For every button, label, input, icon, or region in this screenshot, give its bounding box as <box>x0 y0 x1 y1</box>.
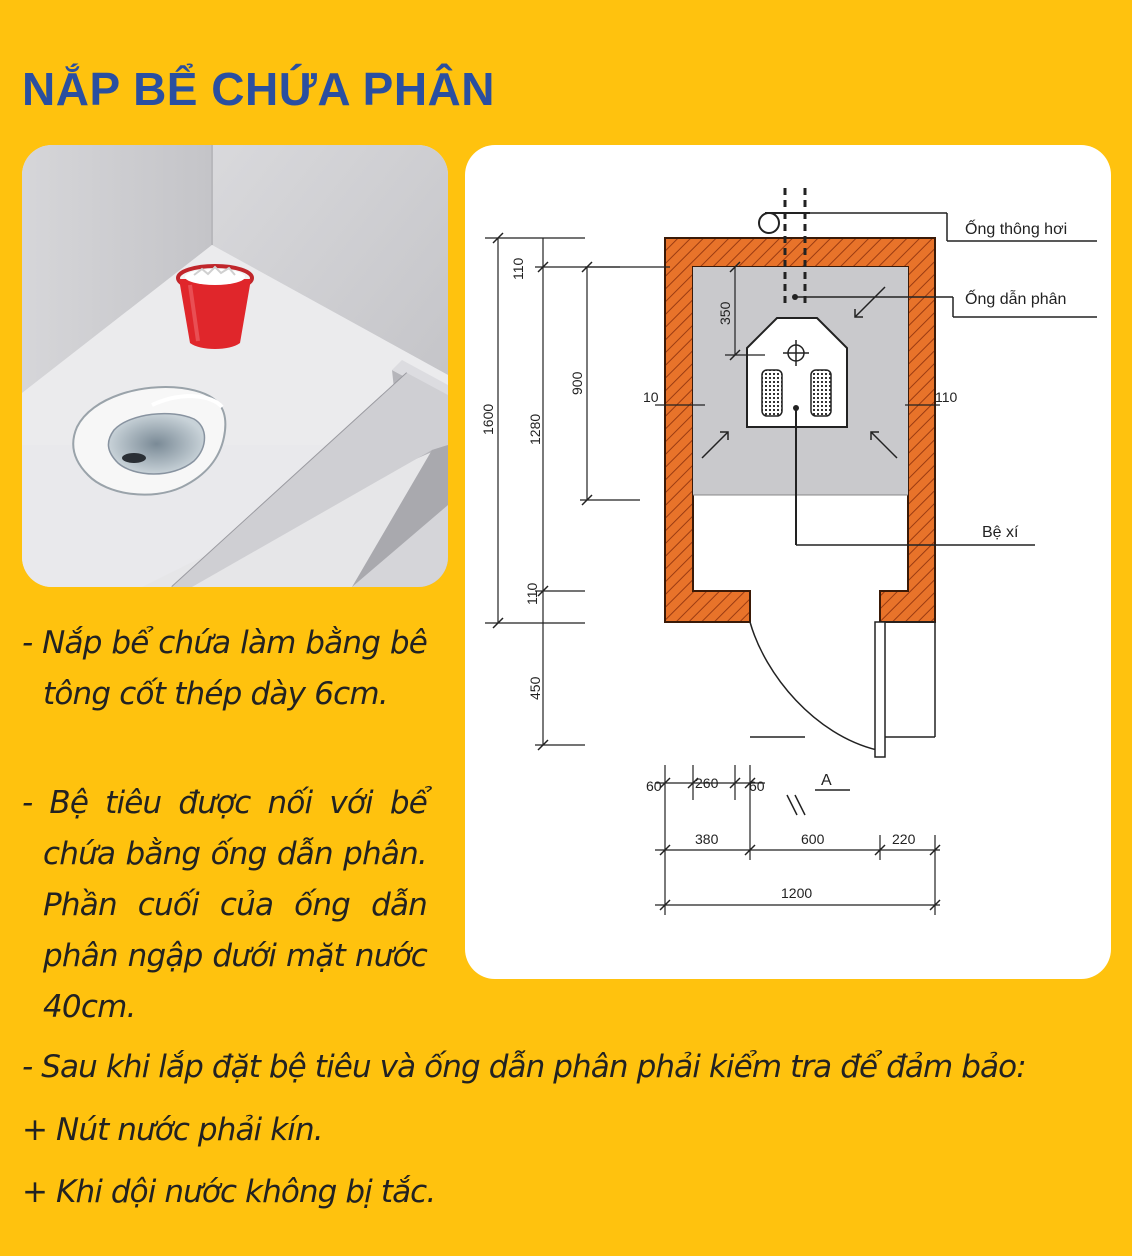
dim-900: 900 <box>569 371 585 395</box>
dim-220: 220 <box>892 831 916 847</box>
door-label: A <box>821 772 832 789</box>
squat-pan-label: Bệ xí <box>982 524 1019 541</box>
paragraph-pipe-connection: - Bệ tiêu được nối với bể chứa bằng ống dẫn phân. Phần cuối của ống dẫn phân ngập dưới mặt nước 40cm. <box>22 785 427 1025</box>
paragraph-lid-material: - Nắp bể chứa làm bằng bê tông cốt thép dày 6cm. <box>22 625 427 712</box>
toilet-illustration <box>22 145 448 587</box>
dim-110-right: 110 <box>935 389 958 405</box>
feces-pipe-label: Ống dẫn phân <box>965 291 1067 308</box>
inspection-item-no-clog: + Khi dội nước không bị tắc. <box>22 1174 436 1210</box>
dim-350: 350 <box>717 301 733 325</box>
dim-60-left: 60 <box>646 778 662 794</box>
dim-1200: 1200 <box>781 885 813 901</box>
toilet-floor-plan <box>465 145 1111 979</box>
dim-380: 380 <box>695 831 719 847</box>
inspection-item-sealed: + Nút nước phải kín. <box>22 1112 323 1148</box>
dim-1280: 1280 <box>527 413 543 445</box>
dim-1600: 1600 <box>480 403 496 435</box>
paragraph-inspection: - Sau khi lắp đặt bệ tiêu và ống dẫn phân phải kiểm tra để đảm bảo: <box>22 1049 1026 1085</box>
dim-260: 260 <box>695 775 719 791</box>
dim-10: 10 <box>643 389 659 405</box>
dim-110-top: 110 <box>510 257 526 280</box>
dim-450: 450 <box>527 676 543 700</box>
dim-60-right: 60 <box>749 778 765 794</box>
dim-110-bottom: 110 <box>524 582 540 605</box>
vent-pipe-label: Ống thông hơi <box>965 221 1068 238</box>
page-title: NẮP BỂ CHỨA PHÂN <box>22 63 495 115</box>
dim-600: 600 <box>801 831 825 847</box>
